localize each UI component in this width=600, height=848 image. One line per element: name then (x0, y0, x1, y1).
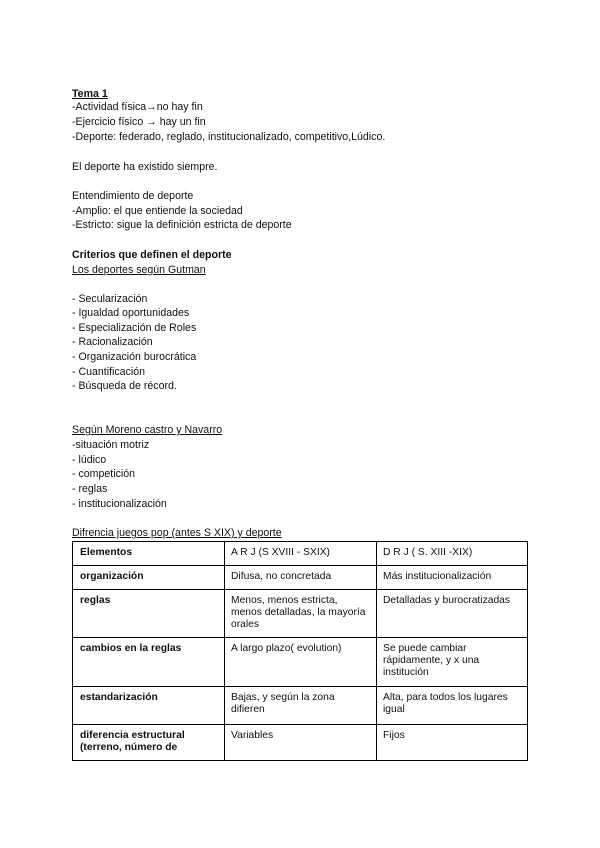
moreno-item: - competición (72, 468, 135, 480)
gutman-title: Los deportes según Gutman (72, 264, 206, 276)
moreno-item: -situación motriz (72, 439, 150, 451)
statement-line: El deporte ha existido siempre. (72, 161, 218, 173)
table-row (73, 590, 528, 638)
entendimiento-title: Entendimiento de deporte (72, 190, 194, 202)
gutman-item: - Organización burocrática (72, 351, 197, 363)
intro-line-actividad: -Actividad física→no hay fin (72, 101, 203, 113)
moreno-item: - lúdico (72, 454, 107, 466)
table-header-cell: Elementos (73, 542, 225, 566)
table-cell: Menos, menos estricta, menos detalladas, la mayoría orales (225, 590, 377, 638)
intro-line-ejercicio: -Ejercicio físico → hay un fin (72, 116, 206, 128)
table-cell: Más institucionalización (377, 566, 528, 590)
moreno-item: - institucionalización (72, 498, 167, 510)
gutman-item: - Racionalización (72, 336, 153, 348)
table-caption: Difrencia juegos pop (antes S XIX) y deporte (72, 527, 282, 539)
table-header-cell: D R J ( S. XIII -XIX) (377, 542, 528, 566)
moreno-title: Según Moreno castro y Navarro (72, 424, 223, 436)
table-cell: Variables (225, 725, 377, 761)
gutman-item: - Igualdad oportunidades (72, 307, 190, 319)
table-cell: Se puede cambiar rápidamente, y x una institución (377, 638, 528, 687)
table-cell: A largo plazo( evolution) (225, 638, 377, 687)
table-cell: Fijos (377, 725, 528, 761)
table-cell: Difusa, no concretada (225, 566, 377, 590)
table-row (73, 566, 528, 590)
entendimiento-line-estricto: -Estricto: sigue la definición estricta de deporte (72, 219, 292, 231)
gutman-item: - Búsqueda de récord. (72, 380, 177, 392)
table-cell: estandarización (73, 687, 225, 725)
entendimiento-line-amplio: -Amplio: el que entiende la sociedad (72, 205, 243, 217)
table-cell: cambios en la reglas (73, 638, 225, 687)
table-cell: organización (73, 566, 225, 590)
criterios-heading: Criterios que definen el deporte (72, 249, 232, 261)
gutman-item: - Secularización (72, 293, 148, 305)
comparison-table (72, 541, 528, 761)
table-row (73, 638, 528, 687)
table-cell: Bajas, y según la zona difieren (225, 687, 377, 725)
gutman-item: - Cuantificación (72, 366, 146, 378)
tema-title: Tema 1 (72, 88, 108, 100)
table-row (73, 687, 528, 725)
table-header-cell: A R J (S XVIII - SXIX) (225, 542, 377, 566)
table-cell: Alta, para todos los lugares igual (377, 687, 528, 725)
table-cell: diferencia estructural (terreno, número de (73, 725, 225, 761)
intro-line-deporte: -Deporte: federado, reglado, institucionalizado, competitivo,Lúdico. (72, 131, 386, 143)
gutman-item: - Especialización de Roles (72, 322, 197, 334)
table-row (73, 725, 528, 761)
table-cell: Detalladas y burocratizadas (377, 590, 528, 638)
moreno-item: - reglas (72, 483, 108, 495)
table-cell: reglas (73, 590, 225, 638)
table-header-row (73, 542, 528, 566)
